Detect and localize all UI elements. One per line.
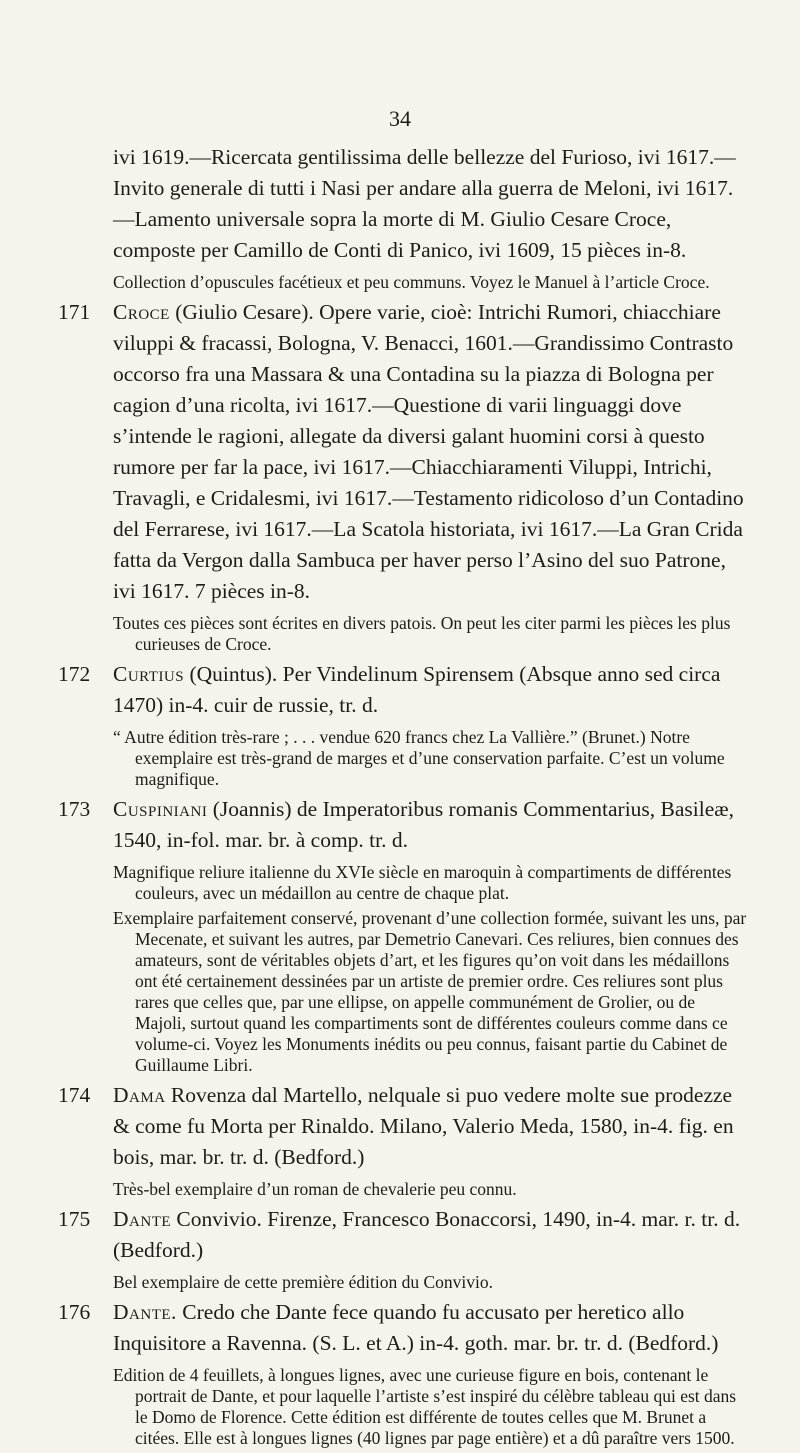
- entry-heading: [113, 297, 748, 607]
- entry-note: Edition de 4 feuillets, à longues lignes, avec une curieuse figure en bois, contenant le portrait de Dante, et pour laquelle l’artiste s’est inspiré du célèbre tableau qui est dans le Domo de Florence. Cette édition est différente de toutes celles que M. Brunet a citées. Elle est à longues lignes (40 lignes par page entière) et a dû paraître vers 1500.: [113, 1365, 737, 1448]
- catalogue-entry: [58, 297, 748, 655]
- entry-heading: [113, 794, 748, 856]
- entry-author: Croce: [113, 300, 170, 324]
- entry-number: 174: [58, 1083, 91, 1107]
- entry-note: Toutes ces pièces sont écrites en divers patois. On peut les citer parmi les pièces les plus curieuses de Croce.: [113, 613, 731, 654]
- entry-description: Convivio. Firenze, Francesco Bonaccorsi, 1490, in-4. mar. r. tr. d. (Bedford.): [113, 1207, 741, 1262]
- entry-list: [58, 297, 748, 1449]
- entry-number: 171: [58, 300, 91, 324]
- entry-description: (Giulio Cesare). Opere varie, cioè: Intrichi Rumori, chiacchiare viluppi & fracassi, Bologna, V. Benacci, 1601.—Grandissimo Contrasto occorso fra una Massara & una Contadina su la piazza di Bologna per cagion d’una ricolta, ivi 1617.—Questione di varii linguaggi dove s’intende le ragioni, allegate da diversi galant huomini corsi à questo rumore per far la pace, ivi 1617.—Chiacchiaramenti Viluppi, Intrichi, Travagli, e Cridalesmi, ivi 1617.—Testamento ridicoloso d’un Contadino del Ferrarese, ivi 1617.—La Scatola historiata, ivi 1617.—La Gran Crida fatta da Vergon dalla Sambuca per haver perso l’Asino del suo Patrone, ivi 1617. 7 pièces in-8.: [113, 300, 744, 603]
- entry-number: 175: [58, 1207, 91, 1231]
- entry-note: “ Autre édition très-rare ; . . . vendue 620 francs chez La Vallière.” (Brunet.) Notre exemplaire est très-grand de marges et d’une conservation parfaite. C’est un volume magnifique.: [113, 727, 725, 789]
- entry-author: Dama: [113, 1083, 166, 1107]
- page-number: 34: [389, 106, 411, 131]
- continued-entry-text: ivi 1619.—Ricercata gentilissima delle bellezze del Furioso, ivi 1617.—Invito generale di tutti i Nasi per andare alla guerra de Meloni, ivi 1617.—Lamento universale sopra la morte di M. Giulio Cesare Croce, composte per Camillo de Conti di Panico, ivi 1609, 15 pièces in-8.: [113, 145, 736, 262]
- entry-description: Rovenza dal Martello, nelquale si puo vedere molte sue prodezze & come fu Morta per Rinaldo. Milano, Valerio Meda, 1580, in-4. fig. en bois, mar. br. tr. d. (Bedford.): [113, 1083, 734, 1169]
- continued-entry-note: Collection d’opuscules facétieux et peu communs. Voyez le Manuel à l’article Croce.: [113, 272, 710, 292]
- entry-heading: [113, 1297, 748, 1359]
- entry-description: Credo che Dante fece quando fu accusato per heretico allo Inquisitore a Ravenna. (S. L. et A.) in-4. goth. mar. br. tr. d. (Bedford.): [113, 1300, 719, 1355]
- entry-description: (Quintus). Per Vindelinum Spirensem (Absque anno sed circa 1470) in-4. cuir de russie, tr. d.: [113, 662, 721, 717]
- entry-author: Cuspiniani: [113, 797, 208, 821]
- entry-number: 176: [58, 1300, 91, 1324]
- entry-description: (Joannis) de Imperatoribus romanis Commentarius, Basileæ, 1540, in-fol. mar. br. à comp. tr. d.: [113, 797, 734, 852]
- catalogue-body: [58, 142, 748, 1453]
- continued-entry: [113, 142, 748, 293]
- entry-number: 172: [58, 662, 91, 686]
- entry-note: Très-bel exemplaire d’un roman de chevalerie peu connu.: [113, 1179, 517, 1199]
- catalogue-entry: [58, 794, 748, 1076]
- entry-note: Exemplaire parfaitement conservé, provenant d’une collection formée, suivant les uns, par Mecenate, et suivant les autres, par Demetrio Canevari. Ces reliures, bien connues des amateurs, sont de véritables objets d’art, et les figures qu’on voit dans les médaillons ont été certainement dessinées par un artiste de premier ordre. Ces reliures sont plus rares que celles que, par une ellipse, on appelle communément de Grolier, ou de Majoli, surtout quand les compartiments sont de différentes couleurs comme dans ce volume-ci. Voyez les Monuments inédits ou peu connus, faisant partie du Cabinet de Guillaume Libri.: [113, 908, 747, 1075]
- catalogue-entry: [58, 1204, 748, 1293]
- entry-author: Curtius: [113, 662, 185, 686]
- catalogue-entry: [58, 1080, 748, 1200]
- entry-author: Dante.: [113, 1300, 177, 1324]
- catalogue-entry: [58, 659, 748, 790]
- entry-note: Bel exemplaire de cette première édition du Convivio.: [113, 1272, 494, 1292]
- entry-heading: [113, 1204, 748, 1266]
- catalogue-entry: [58, 1297, 748, 1449]
- entry-author: Dante: [113, 1207, 172, 1231]
- entry-heading: [113, 1080, 748, 1173]
- entry-heading: [113, 659, 748, 721]
- entry-note: Magnifique reliure italienne du XVIe siècle en maroquin à compartiments de différentes couleurs, avec un médaillon au centre de chaque plat.: [113, 862, 732, 903]
- entry-number: 173: [58, 797, 91, 821]
